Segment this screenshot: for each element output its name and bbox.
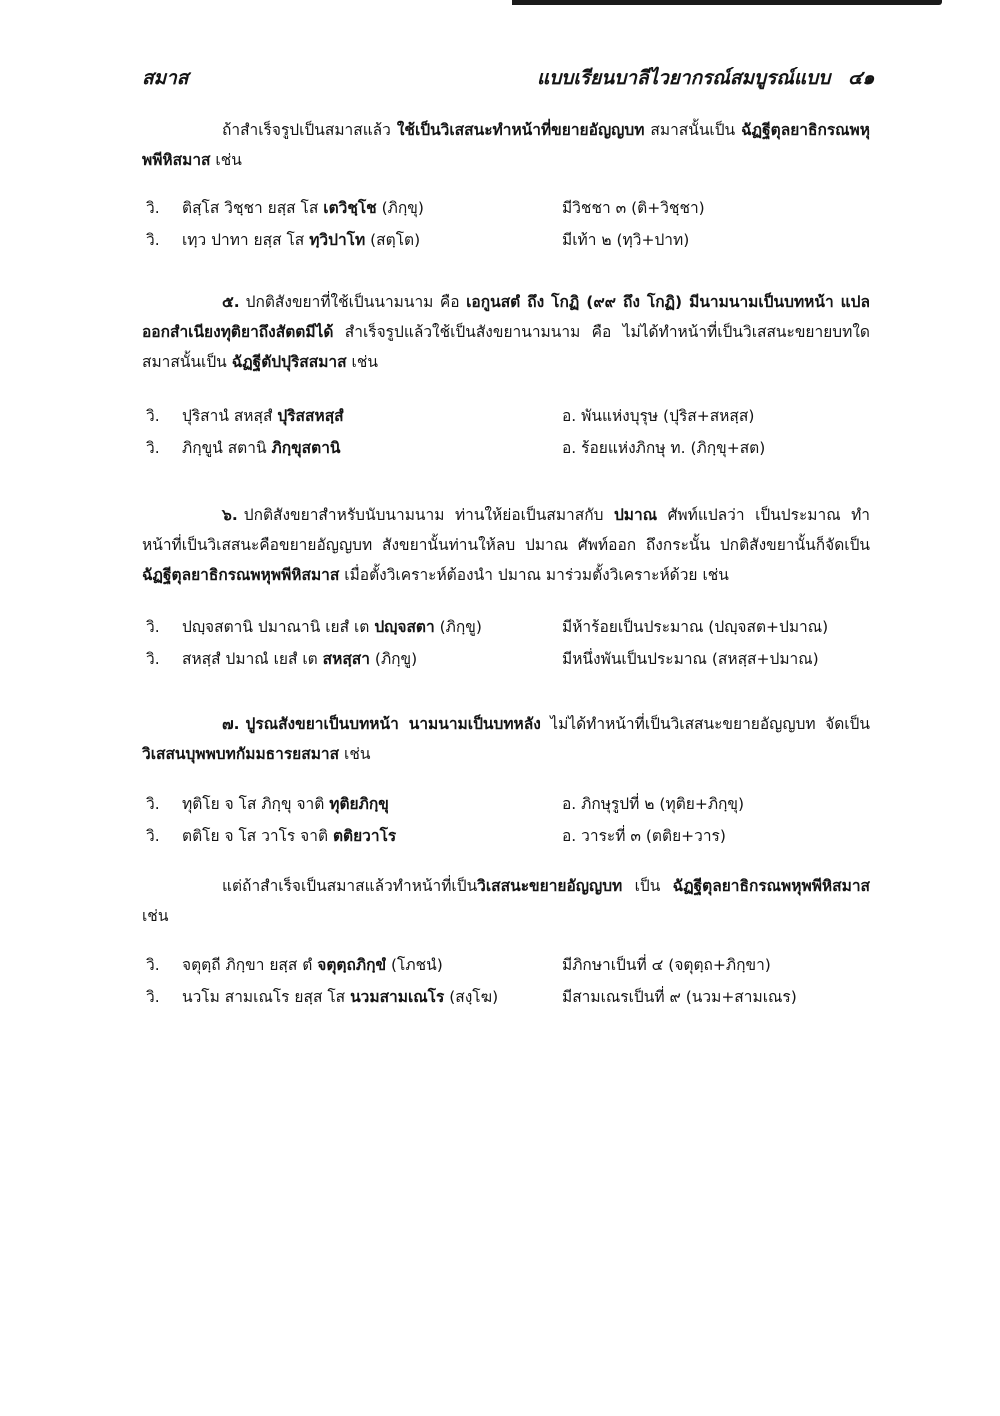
running-header-left: สมาส xyxy=(142,67,189,89)
example-row: วิ. สหสฺสํ ปมาณํ เยสํ เต สหสฺสา (ภิกฺขู) มีหนึ่งพันเป็นประมาณ (สหสฺส+ปมาณ) xyxy=(146,650,819,668)
example-row: วิ. เทฺว ปาทา ยสฺส โส ทฺวิปาโท (สตฺโต) มีเท้า ๒ (ทฺวิ+ปาท) xyxy=(146,231,690,249)
example-row: วิ. ภิกฺขูนํ สตานิ ภิกฺขุสตานิ อ. ร้อยแห่งภิกษุ ท. (ภิกฺขุ+สต) xyxy=(146,439,766,457)
example-row: วิ. ติสฺโส วิชฺชา ยสฺส โส เตวิชฺโช (ภิกฺขุ) มีวิชชา ๓ (ติ+วิชฺชา) xyxy=(146,199,705,217)
example-row: วิ. ทุติโย จ โส ภิกฺขุ จาติ ทุติยภิกฺขุ อ. ภิกษุรูปที่ ๒ (ทุติย+ภิกฺขุ) xyxy=(146,795,745,813)
running-header-book-title: แบบเรียนบาลีไวยากรณ์สมบูรณ์แบบ xyxy=(537,67,831,89)
example-row: วิ. จตุตฺถี ภิกฺขา ยสฺส ตํ จตุตฺถภิกฺขํ (โภชนํ) มีภิกษาเป็นที่ ๔ (จตุตฺถ+ภิกฺขา) xyxy=(146,956,771,974)
scan-edge-mark xyxy=(512,0,942,5)
section-6-paragraph: ๖. ปกติสังขยาสำหรับนับนามนาม ท่านให้ย่อเป็นสมาสกับ ปมาณ ศัพท์แปลว่า เป็นประมาณ ทำหน้าที่เป็นวิเสสนะคือขยายอัญญบท สังขยานั้นท่านให้ลบ ปมาณ ศัพท์ออก ถึงกระนั้น ปกติสังขยานั้นก็จัดเป็น ฉัฏฐีตุลยาธิกรณพหุพพีหิสมาส เมื่อตั้งวิเคราะห์ต้องนำ ปมาณ มาร่วมตั้งวิเคราะห์ด้วย เช่น xyxy=(142,506,871,584)
example-row: วิ. ปญฺจสตานิ ปมาณานิ เยสํ เต ปญฺจสตา (ภิกฺขู) มีห้าร้อยเป็นประมาณ (ปญฺจสต+ปมาณ) xyxy=(146,618,829,636)
section-5-paragraph: ๕. ปกติสังขยาที่ใช้เป็นนามนาม คือ เอกูนสตํ ถึง โกฏิ (๙๙ ถึง โกฏิ) มีนามนามเป็นบทหน้า แปลออกสำเนียงทุติยาถึงสัตตมีได้ สำเร็จรูปแล้วใช้เป็นสังขยานามนาม คือ ไม่ได้ทำหน้าที่เป็นวิเสสนะขยายบทใด สมาสนั้นเป็น ฉัฏฐีตัปปุริสสมาส เช่น xyxy=(142,293,870,371)
example-row: วิ. ปุริสานํ สหสฺสํ ปุริสสหสฺสํ อ. พันแห่งบุรุษ (ปุริส+สหสฺส) xyxy=(146,407,755,425)
example-row: วิ. ตติโย จ โส วาโร จาติ ตติยวาโร อ. วาระที่ ๓ (ตติย+วาร) xyxy=(146,827,726,845)
page-number: ๔๑ xyxy=(848,67,875,89)
section-7-paragraph: ๗. ปูรณสังขยาเป็นบทหน้า นามนามเป็นบทหลัง ไม่ได้ทำหน้าที่เป็นวิเสสนะขยายอัญญบท จัดเป็น วิเสสนบุพพบทกัมมธารยสมาส เช่น xyxy=(142,715,870,763)
example-row: วิ. นวโม สามเณโร ยสฺส โส นวมสามเณโร (สงฺโฆ) มีสามเณรเป็นที่ ๙ (นวม+สามเณร) xyxy=(146,988,797,1006)
intro-paragraph: ถ้าสำเร็จรูปเป็นสมาสแล้ว ใช้เป็นวิเสสนะทำหน้าที่ขยายอัญญบท สมาสนั้นเป็น ฉัฏฐีตุลยาธิกรณพหุพพีหิสมาส เช่น xyxy=(142,121,870,169)
closing-paragraph: แต่ถ้าสำเร็จเป็นสมาสแล้วทำหน้าที่เป็นวิเสสนะขยายอัญญบท เป็น ฉัฏฐีตุลยาธิกรณพหุพพีหิสมาส เช่น xyxy=(142,877,870,925)
